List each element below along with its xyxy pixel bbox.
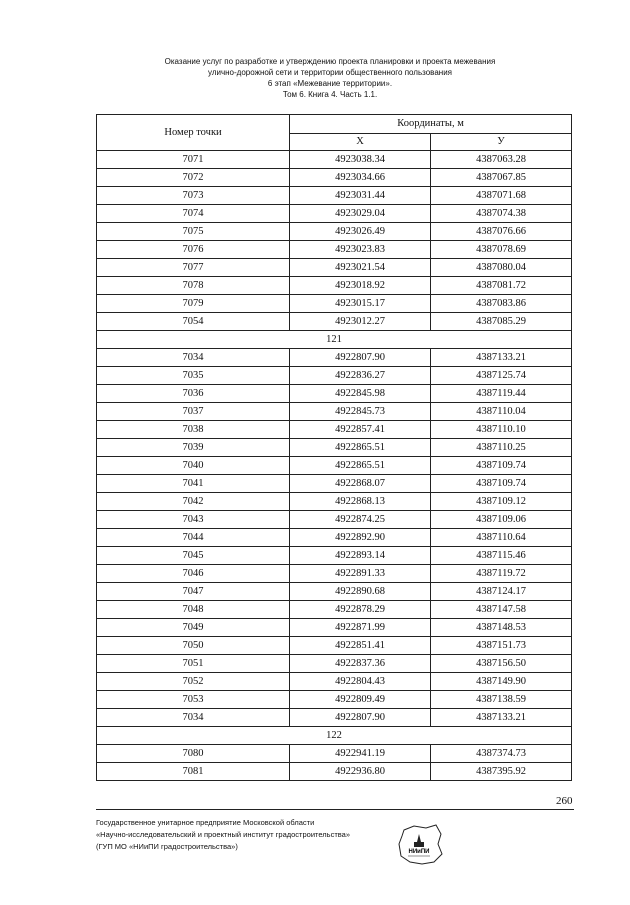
y-coordinate-cell: 4387138.59 — [431, 691, 572, 709]
x-coordinate-cell: 4922891.33 — [290, 565, 431, 583]
x-coordinate-cell: 4922845.73 — [290, 403, 431, 421]
point-number-cell: 7049 — [97, 619, 290, 637]
point-number-cell: 7036 — [97, 385, 290, 403]
y-coordinate-cell: 4387081.72 — [431, 277, 572, 295]
x-coordinate-cell: 4922837.36 — [290, 655, 431, 673]
document-footer — [96, 817, 350, 853]
table-row — [97, 565, 572, 583]
table-row — [97, 583, 572, 601]
x-coordinate-cell: 4923034.66 — [290, 169, 431, 187]
x-coordinate-cell: 4923015.17 — [290, 295, 431, 313]
x-coordinate-cell: 4922807.90 — [290, 349, 431, 367]
x-coordinate-cell: 4923023.83 — [290, 241, 431, 259]
y-coordinate-cell: 4387063.28 — [431, 151, 572, 169]
x-coordinate-cell: 4923018.92 — [290, 277, 431, 295]
footer-line-2: «Научно-исследовательский и проектный институт градостроительства» — [96, 830, 350, 839]
footer-divider — [96, 809, 574, 810]
y-coordinate-cell: 4387125.74 — [431, 367, 572, 385]
table-row — [97, 475, 572, 493]
x-coordinate-cell: 4922874.25 — [290, 511, 431, 529]
point-number-cell: 7052 — [97, 673, 290, 691]
y-coordinate-cell: 4387115.46 — [431, 547, 572, 565]
col-point-header: Номер точки — [97, 115, 290, 151]
table-row — [97, 187, 572, 205]
table-row — [97, 529, 572, 547]
x-coordinate-cell: 4922868.07 — [290, 475, 431, 493]
table-row — [97, 547, 572, 565]
point-number-cell: 7047 — [97, 583, 290, 601]
y-coordinate-cell: 4387374.73 — [431, 745, 572, 763]
y-coordinate-cell: 4387109.74 — [431, 457, 572, 475]
table-row — [97, 619, 572, 637]
table-row — [97, 277, 572, 295]
point-number-cell: 7072 — [97, 169, 290, 187]
y-coordinate-cell: 4387395.92 — [431, 763, 572, 781]
y-coordinate-cell: 4387078.69 — [431, 241, 572, 259]
point-number-cell: 7079 — [97, 295, 290, 313]
table-row — [97, 439, 572, 457]
x-coordinate-cell: 4922892.90 — [290, 529, 431, 547]
y-coordinate-cell: 4387119.72 — [431, 565, 572, 583]
point-number-cell: 7054 — [97, 313, 290, 331]
point-number-cell: 7077 — [97, 259, 290, 277]
x-coordinate-cell: 4922807.90 — [290, 709, 431, 727]
table-row — [97, 223, 572, 241]
point-number-cell: 7040 — [97, 457, 290, 475]
x-coordinate-cell: 4922865.51 — [290, 457, 431, 475]
table-row — [97, 763, 572, 781]
point-number-cell: 7042 — [97, 493, 290, 511]
x-coordinate-cell: 4922857.41 — [290, 421, 431, 439]
x-coordinate-cell: 4922871.99 — [290, 619, 431, 637]
y-coordinate-cell: 4387109.12 — [431, 493, 572, 511]
point-number-cell: 7073 — [97, 187, 290, 205]
x-coordinate-cell: 4922868.13 — [290, 493, 431, 511]
x-coordinate-cell: 4922941.19 — [290, 745, 431, 763]
point-number-cell: 7048 — [97, 601, 290, 619]
institute-logo-icon — [396, 822, 444, 866]
col-x-header: X — [290, 134, 431, 151]
table-row — [97, 241, 572, 259]
point-number-cell: 7075 — [97, 223, 290, 241]
y-coordinate-cell: 4387085.29 — [431, 313, 572, 331]
page-number: 260 — [556, 795, 573, 807]
table-row — [97, 601, 572, 619]
point-number-cell: 7034 — [97, 709, 290, 727]
y-coordinate-cell: 4387074.38 — [431, 205, 572, 223]
x-coordinate-cell: 4922878.29 — [290, 601, 431, 619]
x-coordinate-cell: 4923029.04 — [290, 205, 431, 223]
y-coordinate-cell: 4387110.04 — [431, 403, 572, 421]
y-coordinate-cell: 4387110.25 — [431, 439, 572, 457]
x-coordinate-cell: 4922845.98 — [290, 385, 431, 403]
col-y-header: У — [431, 134, 572, 151]
x-coordinate-cell: 4923026.49 — [290, 223, 431, 241]
header-line-3: 6 этап «Межевание территории». — [267, 79, 393, 88]
x-coordinate-cell: 4923021.54 — [290, 259, 431, 277]
footer-line-1: Государственное унитарное предприятие Московской области — [96, 818, 315, 827]
y-coordinate-cell: 4387076.66 — [431, 223, 572, 241]
table-row — [97, 457, 572, 475]
x-coordinate-cell: 4922851.41 — [290, 637, 431, 655]
y-coordinate-cell: 4387109.74 — [431, 475, 572, 493]
point-number-cell: 7038 — [97, 421, 290, 439]
x-coordinate-cell: 4922809.49 — [290, 691, 431, 709]
point-number-cell: 7050 — [97, 637, 290, 655]
point-number-cell: 7039 — [97, 439, 290, 457]
header-line-2: улично-дорожной сети и территории общественного пользования — [208, 68, 452, 77]
x-coordinate-cell: 4922893.14 — [290, 547, 431, 565]
point-number-cell: 7043 — [97, 511, 290, 529]
section-label: 122 — [97, 727, 572, 745]
point-number-cell: 7034 — [97, 349, 290, 367]
y-coordinate-cell: 4387071.68 — [431, 187, 572, 205]
table-row — [97, 151, 572, 169]
table-row — [97, 385, 572, 403]
table-row — [97, 673, 572, 691]
point-number-cell: 7081 — [97, 763, 290, 781]
header-line-1: Оказание услуг по разработке и утверждению проекта планировки и проекта межевания — [164, 57, 496, 66]
table-row — [97, 349, 572, 367]
col-coords-header: Координаты, м — [290, 115, 572, 134]
table-row — [97, 691, 572, 709]
table-row — [97, 295, 572, 313]
x-coordinate-cell: 4922836.27 — [290, 367, 431, 385]
y-coordinate-cell: 4387119.44 — [431, 385, 572, 403]
table-row — [97, 367, 572, 385]
table-row — [97, 313, 572, 331]
point-number-cell: 7035 — [97, 367, 290, 385]
table-row — [97, 205, 572, 223]
y-coordinate-cell: 4387124.17 — [431, 583, 572, 601]
y-coordinate-cell: 4387083.86 — [431, 295, 572, 313]
section-label: 121 — [97, 331, 572, 349]
point-number-cell: 7051 — [97, 655, 290, 673]
point-number-cell: 7078 — [97, 277, 290, 295]
section-row — [97, 331, 572, 349]
y-coordinate-cell: 4387133.21 — [431, 709, 572, 727]
table-row — [97, 403, 572, 421]
point-number-cell: 7045 — [97, 547, 290, 565]
y-coordinate-cell: 4387151.73 — [431, 637, 572, 655]
table-row — [97, 709, 572, 727]
table-row — [97, 421, 572, 439]
footer-line-3: (ГУП МО «НИиПИ градостроительства») — [96, 842, 238, 851]
y-coordinate-cell: 4387110.10 — [431, 421, 572, 439]
x-coordinate-cell: 4923012.27 — [290, 313, 431, 331]
y-coordinate-cell: 4387133.21 — [431, 349, 572, 367]
x-coordinate-cell: 4922804.43 — [290, 673, 431, 691]
point-number-cell: 7041 — [97, 475, 290, 493]
table-row — [97, 745, 572, 763]
table-row — [97, 259, 572, 277]
table-row — [97, 169, 572, 187]
point-number-cell: 7071 — [97, 151, 290, 169]
section-row — [97, 727, 572, 745]
point-number-cell: 7074 — [97, 205, 290, 223]
y-coordinate-cell: 4387147.58 — [431, 601, 572, 619]
y-coordinate-cell: 4387109.06 — [431, 511, 572, 529]
point-number-cell: 7046 — [97, 565, 290, 583]
x-coordinate-cell: 4922936.80 — [290, 763, 431, 781]
y-coordinate-cell: 4387148.53 — [431, 619, 572, 637]
x-coordinate-cell: 4922890.68 — [290, 583, 431, 601]
table-row — [97, 511, 572, 529]
y-coordinate-cell: 4387080.04 — [431, 259, 572, 277]
table-row — [97, 493, 572, 511]
logo-text: НИиПИ — [408, 849, 430, 855]
header-line-4: Том 6. Книга 4. Часть 1.1. — [282, 90, 378, 99]
table-row — [97, 637, 572, 655]
x-coordinate-cell: 4923038.34 — [290, 151, 431, 169]
x-coordinate-cell: 4922865.51 — [290, 439, 431, 457]
point-number-cell: 7076 — [97, 241, 290, 259]
coordinates-table — [96, 114, 572, 781]
point-number-cell: 7037 — [97, 403, 290, 421]
point-number-cell: 7080 — [97, 745, 290, 763]
table-row — [97, 655, 572, 673]
table-body — [97, 151, 572, 781]
y-coordinate-cell: 4387110.64 — [431, 529, 572, 547]
y-coordinate-cell: 4387067.85 — [431, 169, 572, 187]
y-coordinate-cell: 4387149.90 — [431, 673, 572, 691]
document-header — [95, 56, 565, 100]
x-coordinate-cell: 4923031.44 — [290, 187, 431, 205]
point-number-cell: 7044 — [97, 529, 290, 547]
point-number-cell: 7053 — [97, 691, 290, 709]
y-coordinate-cell: 4387156.50 — [431, 655, 572, 673]
